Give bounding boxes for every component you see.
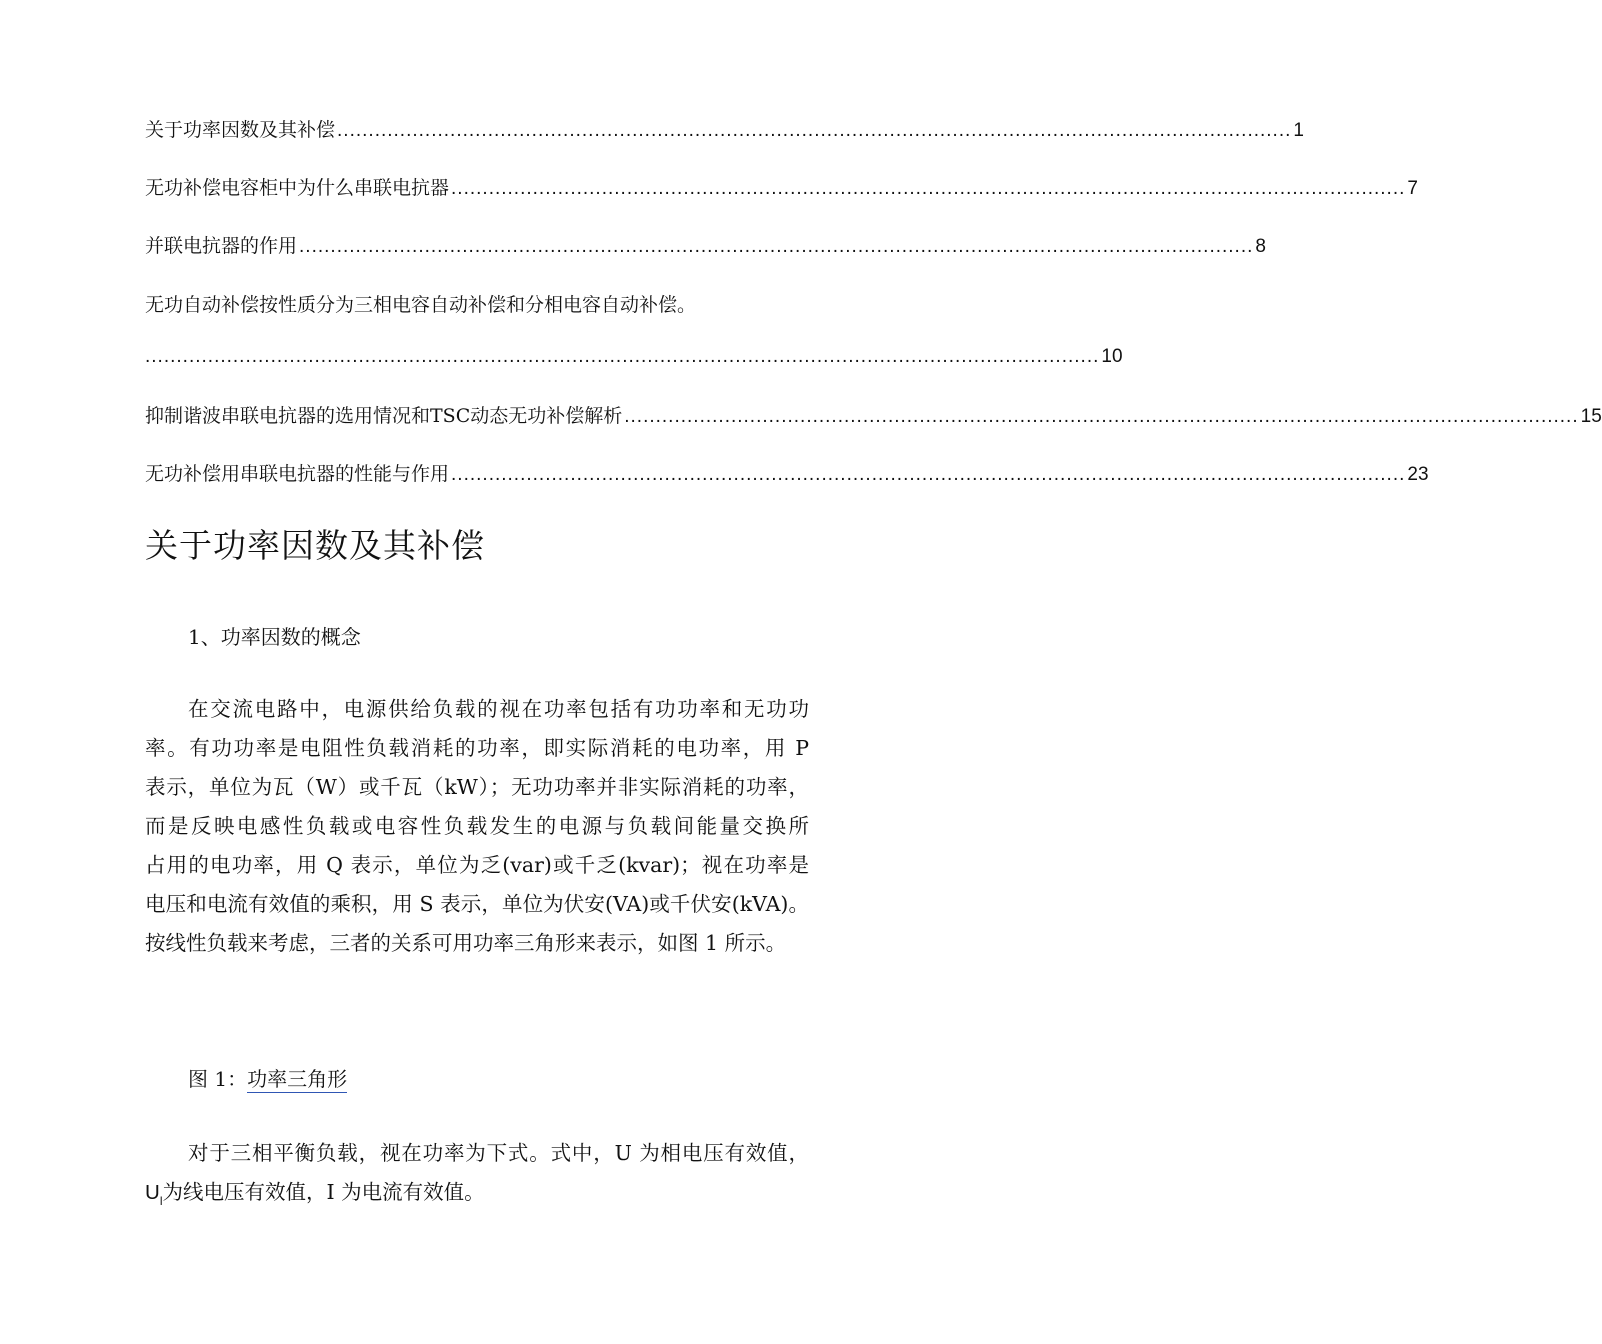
section-heading: 关于功率因数及其补偿: [145, 526, 485, 565]
toc-entry-page: 23: [1407, 464, 1429, 485]
paragraph-line: 在交流电路中，电源供给负载的视在功率包括有功功率和无功功: [188, 697, 809, 721]
paragraph-line: 表示，单位为瓦（W）或千瓦（kW）；无功功率并非实际消耗的功率，: [145, 775, 809, 799]
paragraph-line: 率。有功功率是电阻性负载消耗的功率，即实际消耗的电功率，用 P: [145, 736, 809, 760]
body-paragraph: [145, 1134, 809, 1212]
toc-entry-page: 7: [1407, 178, 1418, 199]
figure-caption: [188, 1064, 347, 1094]
paragraph-line: 对于三相平衡负载，视在功率为下式。式中，U 为相电压有效值，: [188, 1141, 809, 1165]
paragraph-line: 按线性负载来考虑，三者的关系可用功率三角形来表示，如图 1 所示。: [145, 931, 787, 955]
paragraph-line-text: 为线电压有效值，I 为电流有效值。: [162, 1180, 485, 1204]
toc-entry-title: 关于功率因数及其补偿: [145, 119, 336, 141]
toc-dot-leader: ........................................................................................................................................................: [624, 406, 1579, 427]
toc-entry-page: 8: [1255, 236, 1266, 257]
subsection-heading: 1、功率因数的概念: [188, 625, 361, 649]
toc-entry[interactable]: [145, 462, 1429, 486]
toc-entry[interactable]: [145, 176, 1418, 200]
toc-entry-title: 并联电抗器的作用: [145, 235, 298, 257]
toc-entry-title: 抑制谐波串联电抗器的选用情况和TSC动态无功补偿解析: [145, 405, 623, 427]
paragraph-line: 而是反映电感性负载或电容性负载发生的电源与负载间能量交换所: [145, 814, 809, 838]
voltage-subscript: l: [159, 1194, 163, 1208]
figure-label: 图 1：: [188, 1067, 248, 1091]
toc-entry-page: 15: [1580, 406, 1602, 427]
toc-dot-leader: ........................................................................................................................................................: [451, 178, 1406, 199]
toc-entry-title: 无功自动补偿按性质分为三相电容自动补偿和分相电容自动补偿。: [145, 294, 697, 316]
paragraph-line: 电压和电流有效值的乘积，用 S 表示，单位为伏安(VA)或千伏安(kVA)。: [145, 892, 809, 916]
toc-entry[interactable]: [145, 118, 1304, 142]
toc-entry-continuation[interactable]: [145, 345, 1123, 369]
toc-entry[interactable]: [145, 234, 1266, 258]
toc-entry-page: 10: [1101, 346, 1123, 367]
toc-entry-page: 1: [1293, 120, 1304, 141]
figure-caption-text: 功率三角形: [247, 1067, 348, 1091]
toc-dot-leader: ........................................................................................................................................................: [451, 464, 1406, 485]
toc-entry[interactable]: [145, 293, 805, 317]
paragraph-line: [145, 1173, 809, 1212]
paragraph-line: 占用的电功率，用 Q 表示，单位为乏(var)或千乏(kvar)；视在功率是: [145, 853, 809, 877]
body-paragraph: [145, 690, 809, 963]
toc-entry-title: 无功补偿用串联电抗器的性能与作用: [145, 463, 450, 485]
voltage-symbol: U: [145, 1181, 160, 1204]
toc-entry[interactable]: [145, 404, 1602, 428]
toc-dot-leader: ........................................................................................................................................................: [337, 120, 1292, 141]
toc-entry-title: 无功补偿电容柜中为什么串联电抗器: [145, 177, 450, 199]
toc-dot-leader: ........................................................................................................................................................: [145, 346, 1100, 367]
toc-dot-leader: ........................................................................................................................................................: [299, 236, 1254, 257]
